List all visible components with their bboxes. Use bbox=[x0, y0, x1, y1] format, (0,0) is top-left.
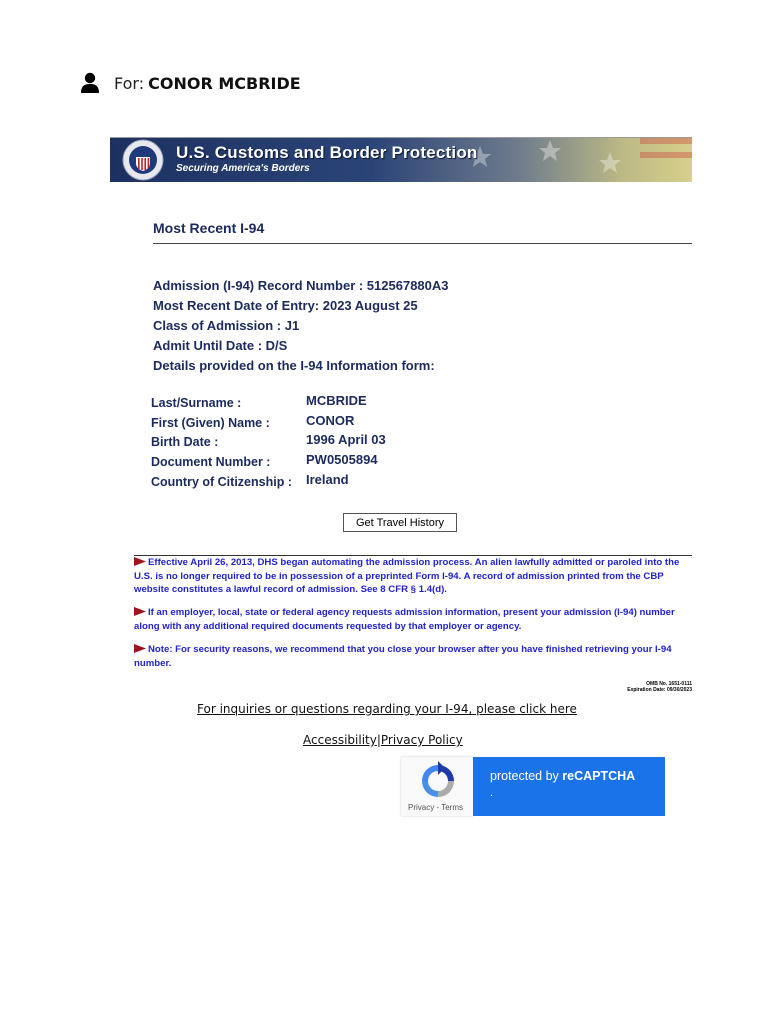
detail-label: Last/Surname : bbox=[151, 396, 242, 410]
class-of-admission: Class of Admission : J1 bbox=[153, 318, 300, 333]
notice-text: Note: For security reasons, we recommend that you close your browser after you have finished retrieving your I-94 number. bbox=[134, 644, 672, 669]
recaptcha-badge[interactable] bbox=[401, 757, 665, 816]
detail-label: First (Given) Name : bbox=[151, 415, 270, 430]
footer-separator: | bbox=[376, 733, 381, 747]
red-flag-icon bbox=[134, 644, 146, 653]
cbp-seal-icon bbox=[116, 139, 170, 181]
recaptcha-logo-icon bbox=[418, 761, 458, 801]
notice-automation bbox=[134, 556, 694, 597]
admit-until-date: Admit Until Date : D/S bbox=[153, 338, 288, 353]
detail-row bbox=[151, 393, 551, 413]
red-flag-icon bbox=[134, 607, 146, 616]
recaptcha-terms-link[interactable]: Terms bbox=[441, 803, 463, 812]
traveler-details bbox=[151, 393, 551, 491]
detail-label: Country of Citizenship : bbox=[151, 474, 292, 489]
notice-employer bbox=[134, 606, 694, 633]
omb-info bbox=[627, 681, 692, 693]
recaptcha-info-panel bbox=[473, 757, 665, 816]
detail-value: CONOR bbox=[306, 412, 355, 428]
detail-label: Document Number : bbox=[151, 455, 271, 470]
page-title: Most Recent I-94 bbox=[153, 220, 265, 236]
omb-number: OMB No. 1651-0111 bbox=[646, 681, 692, 687]
record-number: Admission (I-94) Record Number : 512567880A3 bbox=[153, 278, 449, 293]
detail-value: MCBRIDE bbox=[306, 393, 367, 408]
notice-text: If an employer, local, state or federal agency requests admission information, present your admission (I-94) number along with any additional required documents requested by that employer or agency. bbox=[134, 607, 675, 632]
details-intro: Details provided on the I-94 Information form: bbox=[153, 358, 435, 373]
omb-expiration: Expiration Date: 09/30/2023 bbox=[627, 687, 692, 693]
entry-date: Most Recent Date of Entry: 2023 August 25 bbox=[153, 298, 418, 313]
recipient-name: CONOR MCBRIDE bbox=[148, 73, 301, 93]
recaptcha-terms bbox=[408, 803, 463, 812]
detail-row bbox=[151, 413, 551, 433]
accessibility-link[interactable]: Accessibility bbox=[303, 733, 377, 747]
agency-tagline: Securing America's Borders bbox=[176, 163, 310, 174]
footer-links bbox=[303, 733, 463, 747]
recaptcha-brand: reCAPTCHA bbox=[562, 769, 636, 783]
recaptcha-protected-text bbox=[490, 769, 635, 783]
inquiry-link[interactable]: For inquiries or questions regarding your I-94, please click here bbox=[197, 702, 577, 716]
recaptcha-privacy-link[interactable]: Privacy bbox=[408, 803, 435, 812]
for-label: For: bbox=[114, 73, 145, 93]
heading-divider bbox=[153, 243, 692, 244]
user-icon bbox=[80, 72, 100, 94]
recaptcha-logo-panel bbox=[401, 757, 473, 816]
recaptcha-protected-by: protected by bbox=[490, 769, 563, 783]
privacy-policy-link[interactable]: Privacy Policy bbox=[380, 733, 463, 747]
detail-value: Ireland bbox=[306, 471, 349, 487]
detail-row bbox=[151, 432, 551, 452]
notice-security bbox=[134, 643, 694, 670]
detail-row bbox=[151, 452, 551, 472]
recaptcha-dash: - bbox=[434, 803, 442, 812]
detail-value: 1996 April 03 bbox=[306, 432, 386, 448]
red-flag-icon bbox=[134, 557, 146, 566]
detail-row bbox=[151, 472, 551, 492]
notice-text: Effective April 26, 2013, DHS began automating the admission process. An alien lawfully admitted or paroled into the U.S. is no longer required to be in possession of a preprinted Form I-94. A record of admission printed from the CBP website constitutes a lawful record of admission. See 8 CFR § 1.4(d). bbox=[134, 557, 680, 595]
agency-title: U.S. Customs and Border Protection bbox=[176, 143, 478, 162]
detail-label: Birth Date : bbox=[151, 435, 219, 450]
admission-summary bbox=[153, 276, 449, 376]
recaptcha-dot: . bbox=[490, 787, 494, 799]
detail-value: PW0505894 bbox=[306, 452, 378, 468]
recipient-line bbox=[80, 70, 301, 96]
cbp-banner bbox=[110, 137, 692, 182]
get-travel-history-button[interactable]: Get Travel History bbox=[343, 513, 457, 532]
